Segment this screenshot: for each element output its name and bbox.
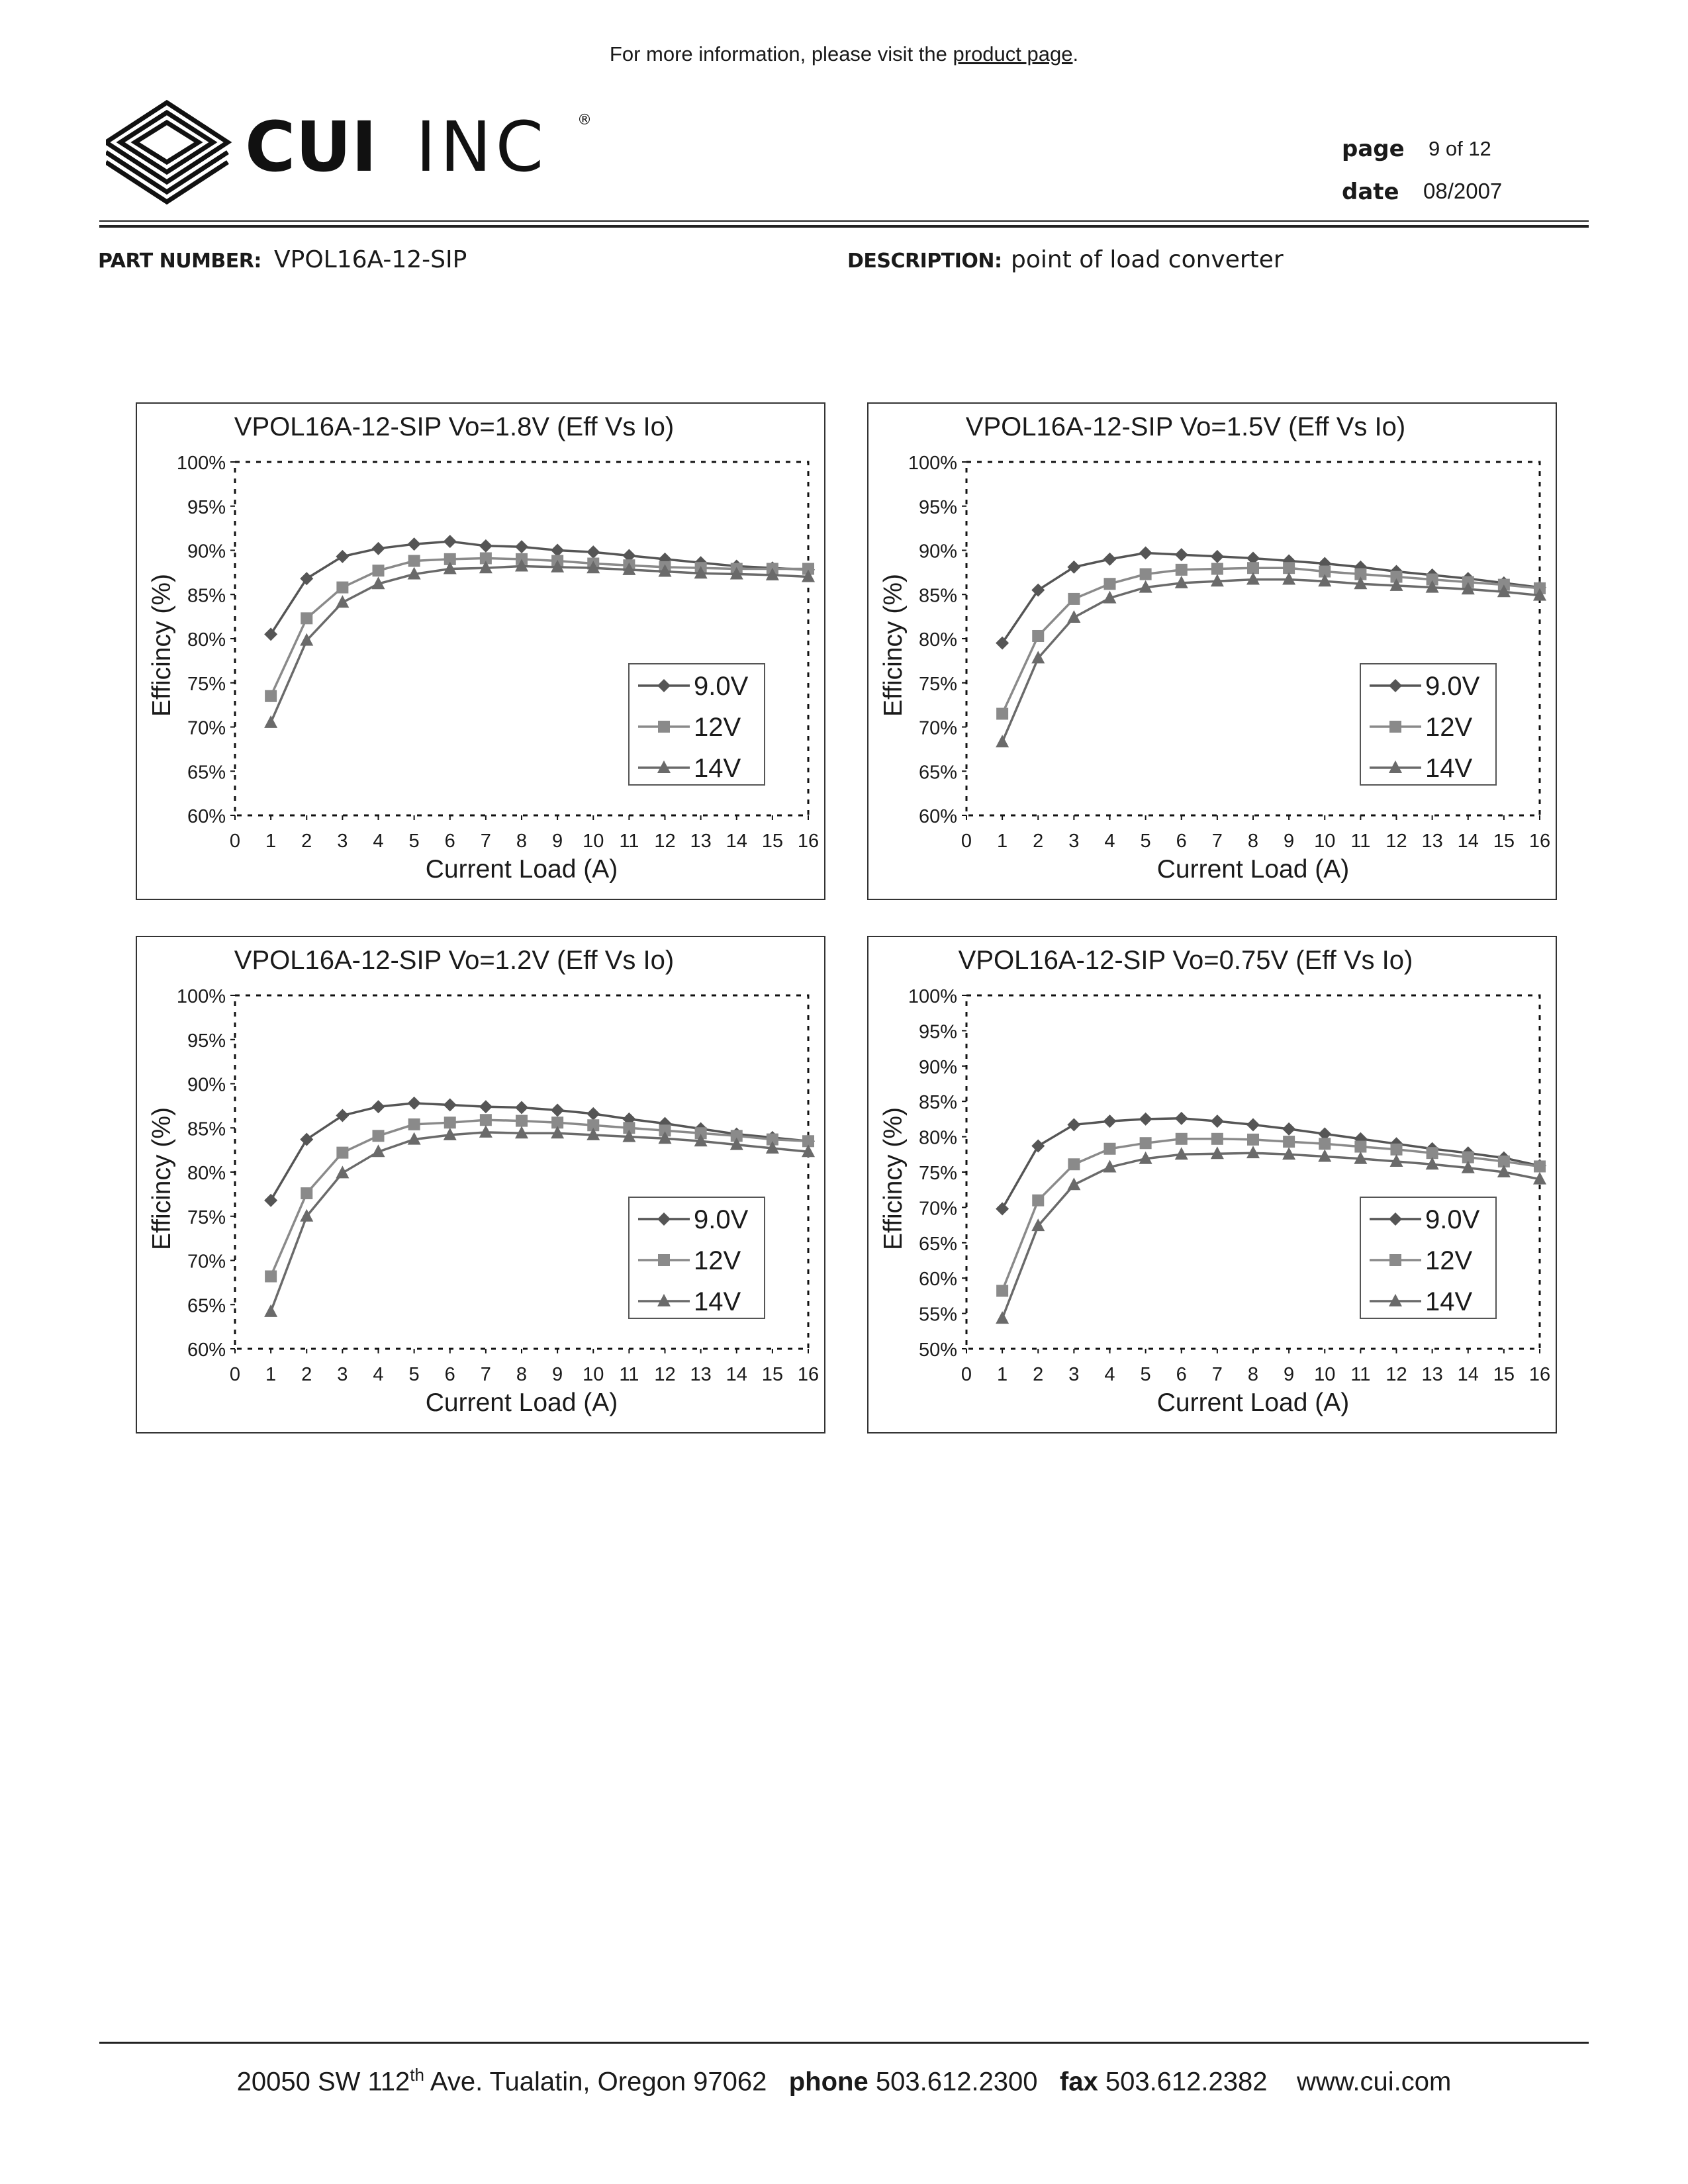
x-tick-label: 2 [301,1364,312,1385]
y-tick-label: 70% [918,1198,957,1220]
footer-contact [0,2065,1688,2097]
x-tick-label: 9 [1284,831,1295,852]
x-tick-label: 9 [552,831,563,852]
fax-number: 503.612.2382 [1105,2067,1268,2097]
x-tick-label: 15 [1493,1364,1515,1385]
y-tick-label: 85% [918,1092,957,1114]
y-tick-label: 80% [187,1163,226,1184]
x-tick-label: 0 [229,831,241,852]
data-point-12V [1140,569,1152,580]
date-label: date [1342,179,1399,205]
logo-registered: ® [577,112,592,128]
y-tick-label: 70% [187,717,226,739]
x-tick-label: 11 [619,1364,639,1385]
x-tick-label: 14 [726,1364,747,1385]
top-note-prefix: For more information, please visit the [609,42,953,66]
x-tick-label: 15 [761,831,784,852]
x-tick-label: 6 [1176,1364,1187,1385]
logo-text-bold: CUI [245,107,377,187]
x-tick-label: 3 [337,1364,348,1385]
data-point-12V [444,1116,456,1128]
y-tick-label: 75% [918,1163,957,1184]
x-tick-label: 2 [1033,1364,1044,1385]
data-point-12V [1247,1134,1259,1146]
x-tick-label: 14 [1457,1364,1479,1385]
x-tick-label: 9 [1284,1364,1295,1385]
chart-frame [136,936,825,1433]
y-tick-label: 100% [908,986,957,1007]
y-tick-label: 50% [918,1340,957,1361]
data-point-12V [1068,593,1080,605]
phone-number: 503.612.2300 [875,2067,1038,2097]
y-tick-label: 95% [187,496,226,518]
y-axis-label: Efficincy (%) [879,1107,908,1250]
x-tick-label: 12 [654,831,676,852]
x-tick-label: 5 [1140,831,1151,852]
part-number-value: VPOL16A-12-SIP [274,246,467,273]
date-value: 08/2007 [1423,179,1503,203]
x-tick-label: 3 [337,831,348,852]
x-tick-label: 5 [408,1364,420,1385]
chart-frame [136,403,825,899]
x-tick-label: 4 [373,831,384,852]
logo-text-light: INC [416,107,548,187]
header-rule-thick [99,225,1589,228]
x-axis-label: Current Load (A) [1156,1388,1350,1417]
y-tick-label: 70% [187,1251,226,1273]
x-tick-label: 12 [1385,831,1407,852]
x-tick-label: 12 [654,1364,676,1385]
y-tick-label: 60% [187,1340,226,1361]
x-axis-label: Current Load (A) [425,1388,618,1417]
x-tick-label: 12 [1385,1364,1407,1385]
data-point-12V [408,555,420,567]
legend-label-14V: 14V [694,754,741,783]
chart-title: VPOL16A-12-SIP Vo=1.8V (Eff Vs Io) [234,412,675,441]
x-tick-label: 14 [726,831,747,852]
legend-label-12V: 12V [1425,713,1473,742]
data-point-12V [265,1271,277,1283]
chart-title: VPOL16A-12-SIP Vo=1.2V (Eff Vs Io) [234,946,675,975]
y-tick-label: 90% [918,1056,957,1078]
data-point-12V [1247,562,1259,574]
header-rule-thin [99,220,1589,222]
y-tick-label: 95% [918,1021,957,1043]
y-tick-label: 85% [187,585,226,607]
x-tick-label: 1 [265,1364,277,1385]
legend-label-12V: 12V [694,713,741,742]
data-point-12V [1032,1195,1044,1206]
x-tick-label: 16 [1528,1364,1551,1385]
x-tick-label: 11 [619,831,639,852]
x-tick-label: 8 [516,831,528,852]
phone-label: phone [788,2067,868,2097]
data-point-12V [301,612,312,624]
address-post: Ave. Tualatin, Oregon 97062 [424,2067,767,2097]
x-tick-label: 6 [444,831,455,852]
x-tick-label: 13 [690,831,712,852]
x-tick-label: 16 [797,831,820,852]
cui-logo [106,93,609,205]
data-point-12V [1140,1137,1152,1149]
legend-label-14V: 14V [1425,754,1473,783]
x-tick-label: 14 [1457,831,1479,852]
data-point-12V [1104,1143,1116,1155]
x-tick-label: 7 [480,831,491,852]
x-axis-label: Current Load (A) [1156,855,1350,884]
product-page-link[interactable]: product page [953,42,1073,66]
legend-marker-12V [658,1254,670,1266]
legend-label-9.0V: 9.0V [694,672,749,701]
legend-marker-12V [658,721,670,733]
x-tick-label: 9 [552,1364,563,1385]
efficiency-chart-1v5 [867,402,1557,900]
y-tick-label: 65% [918,762,957,784]
part-number-label: PART NUMBER: [98,250,261,273]
data-point-12V [1211,563,1223,575]
x-tick-label: 10 [1314,831,1336,852]
x-tick-label: 16 [1528,831,1551,852]
x-tick-label: 1 [265,831,277,852]
legend-label-9.0V: 9.0V [694,1205,749,1234]
x-tick-label: 13 [1421,1364,1443,1385]
x-tick-label: 6 [1176,831,1187,852]
data-point-12V [1068,1158,1080,1170]
data-point-12V [996,1285,1008,1297]
data-point-12V [1319,1138,1331,1150]
legend-marker-12V [1389,721,1401,733]
y-tick-label: 95% [187,1030,226,1052]
data-point-12V [1391,1144,1403,1156]
description-value: point of load converter [1011,246,1284,273]
footer-rule [99,2042,1589,2044]
x-tick-label: 8 [1247,831,1259,852]
efficiency-chart-1v2 [136,936,825,1433]
address-sup: th [410,2065,424,2085]
data-point-12V [1032,630,1044,642]
description-label: DESCRIPTION: [847,250,1002,273]
x-tick-label: 0 [961,1364,972,1385]
x-tick-label: 10 [583,1364,604,1385]
page-value: 9 of 12 [1429,137,1491,160]
data-point-12V [1211,1133,1223,1145]
x-tick-label: 5 [1140,1364,1151,1385]
y-tick-label: 75% [187,1206,226,1228]
x-tick-label: 11 [1350,1364,1371,1385]
data-point-12V [373,1130,385,1142]
legend-label-14V: 14V [1425,1287,1473,1316]
website-link[interactable]: www.cui.com [1296,2067,1452,2097]
legend-label-14V: 14V [694,1287,741,1316]
chart-title: VPOL16A-12-SIP Vo=0.75V (Eff Vs Io) [958,946,1413,975]
x-tick-label: 15 [1493,831,1515,852]
x-tick-label: 4 [1104,831,1115,852]
x-tick-label: 3 [1068,831,1080,852]
y-tick-label: 100% [908,453,957,474]
x-tick-label: 8 [1247,1364,1259,1385]
y-tick-label: 95% [918,496,957,518]
data-point-12V [1283,562,1295,574]
x-axis-label: Current Load (A) [425,855,618,884]
x-tick-label: 0 [229,1364,241,1385]
y-axis-label: Efficincy (%) [148,574,176,717]
x-tick-label: 10 [1314,1364,1336,1385]
efficiency-chart-1v8 [136,402,825,900]
data-point-12V [1354,1141,1366,1153]
x-tick-label: 2 [1033,831,1044,852]
x-tick-label: 4 [1104,1364,1115,1385]
x-tick-label: 0 [961,831,972,852]
x-tick-label: 8 [516,1364,528,1385]
y-tick-label: 90% [918,541,957,563]
data-point-12V [516,1115,528,1127]
top-note-suffix: . [1072,42,1079,66]
x-tick-label: 7 [1211,1364,1223,1385]
y-tick-label: 65% [187,1295,226,1317]
x-tick-label: 7 [1211,831,1223,852]
legend-label-9.0V: 9.0V [1425,672,1480,701]
data-point-12V [408,1118,420,1130]
y-tick-label: 90% [187,1074,226,1096]
data-point-12V [373,565,385,576]
x-tick-label: 1 [997,831,1008,852]
y-tick-label: 100% [176,453,226,474]
x-tick-label: 1 [997,1364,1008,1385]
y-axis-label: Efficincy (%) [879,574,908,717]
x-tick-label: 2 [301,831,312,852]
x-tick-label: 13 [690,1364,712,1385]
x-tick-label: 3 [1068,1364,1080,1385]
y-tick-label: 80% [187,629,226,651]
data-point-12V [336,1147,348,1159]
y-tick-label: 60% [918,806,957,827]
efficiency-chart-0v75 [867,936,1557,1433]
data-point-12V [996,707,1008,719]
x-tick-label: 7 [480,1364,491,1385]
chart-title: VPOL16A-12-SIP Vo=1.5V (Eff Vs Io) [965,412,1406,441]
fax-label: fax [1059,2067,1098,2097]
y-tick-label: 85% [187,1118,226,1140]
legend-label-12V: 12V [694,1246,741,1275]
y-tick-label: 55% [918,1304,957,1326]
data-point-12V [480,1114,492,1126]
y-tick-label: 60% [918,1269,957,1291]
data-point-12V [1104,578,1116,590]
x-tick-label: 16 [797,1364,820,1385]
y-tick-label: 75% [918,673,957,695]
y-tick-label: 75% [187,673,226,695]
y-tick-label: 100% [176,986,226,1007]
legend-marker-12V [1389,1254,1401,1266]
address-pre: 20050 SW 112 [236,2067,410,2097]
y-tick-label: 80% [918,629,957,651]
data-point-12V [1176,564,1188,576]
chart-frame [868,936,1556,1433]
data-point-12V [1283,1136,1295,1148]
y-tick-label: 65% [918,1233,957,1255]
top-info-note [0,42,1688,66]
y-tick-label: 90% [187,541,226,563]
data-point-12V [265,690,277,702]
x-tick-label: 5 [408,831,420,852]
y-tick-label: 65% [187,762,226,784]
y-tick-label: 85% [918,585,957,607]
x-tick-label: 4 [373,1364,384,1385]
x-tick-label: 11 [1350,831,1371,852]
y-tick-label: 80% [918,1127,957,1149]
data-point-12V [1176,1133,1188,1145]
y-axis-label: Efficincy (%) [148,1107,176,1250]
chart-frame [868,403,1556,899]
data-point-12V [336,582,348,594]
x-tick-label: 15 [761,1364,784,1385]
page-label: page [1342,136,1405,162]
data-point-12V [301,1187,312,1199]
y-tick-label: 70% [918,717,957,739]
x-tick-label: 10 [583,831,604,852]
legend-label-12V: 12V [1425,1246,1473,1275]
legend-label-9.0V: 9.0V [1425,1205,1480,1234]
x-tick-label: 6 [444,1364,455,1385]
data-point-12V [1534,1160,1546,1172]
x-tick-label: 13 [1421,831,1443,852]
y-tick-label: 60% [187,806,226,827]
